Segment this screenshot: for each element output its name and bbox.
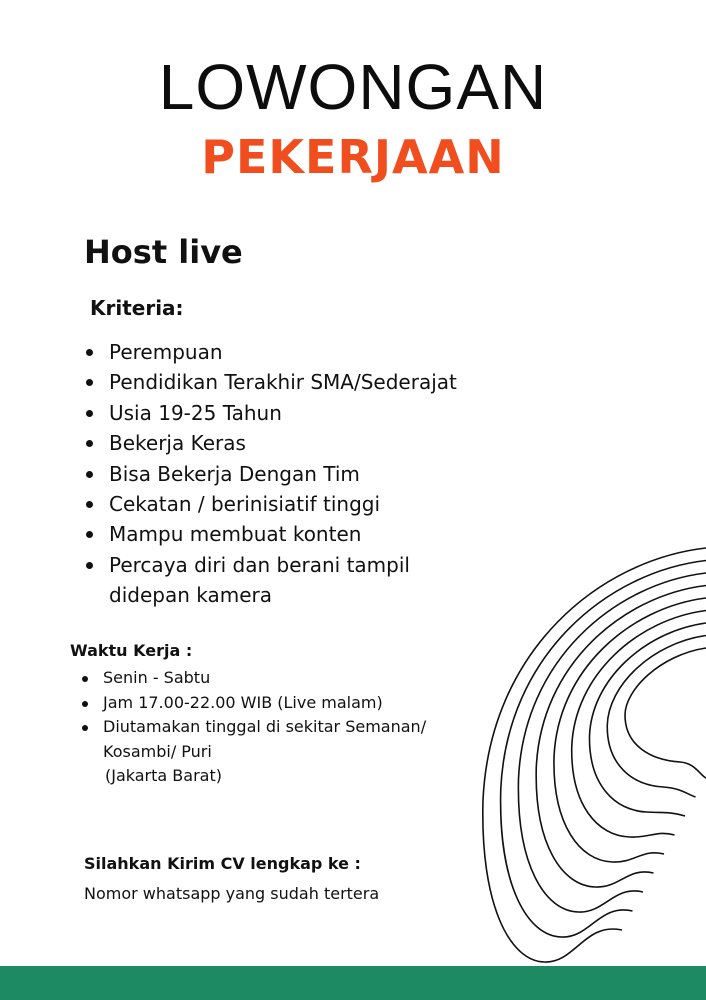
list-item: Senin - Sabtu <box>80 666 480 691</box>
list-item: Bekerja Keras <box>84 428 504 458</box>
criteria-heading: Kriteria: <box>90 296 184 320</box>
list-item: Jam 17.00-22.00 WIB (Live malam) <box>80 691 480 716</box>
criteria-list <box>84 337 504 611</box>
location-line: (Jakarta Barat) <box>105 766 222 785</box>
apply-heading: Silahkan Kirim CV lengkap ke : <box>84 854 361 873</box>
job-title: Host live <box>84 233 243 271</box>
work-time-heading: Waktu Kerja : <box>70 641 193 660</box>
work-time-list <box>80 666 480 789</box>
contour-line <box>572 611 706 838</box>
apply-contact: Nomor whatsapp yang sudah tertera <box>84 884 380 903</box>
title-lowongan: LOWONGAN <box>158 51 548 123</box>
list-item: Usia 19-25 Tahun <box>84 398 504 428</box>
list-item: Cekatan / berinisiatif tinggi <box>84 489 504 519</box>
list-item: Mampu membuat konten <box>84 519 504 549</box>
location-line: Kosambi/ Puri <box>103 741 212 761</box>
contour-line <box>607 636 706 798</box>
contour-line <box>536 586 706 888</box>
contour-line <box>483 548 706 962</box>
contour-line <box>554 598 706 862</box>
list-item: Bisa Bekerja Dengan Tim <box>84 459 504 489</box>
location-line: Diutamakan tinggal di sekitar Semanan/ <box>103 717 427 736</box>
title-pekerjaan: PEKERJAAN <box>201 130 505 184</box>
list-item-location <box>80 715 480 789</box>
list-item: Perempuan <box>84 337 504 367</box>
footer-band <box>0 966 706 1000</box>
list-item: Pendidikan Terakhir SMA/Sederajat <box>84 367 504 397</box>
list-item: Percaya diri dan berani tampil didepan kamera <box>84 550 429 611</box>
